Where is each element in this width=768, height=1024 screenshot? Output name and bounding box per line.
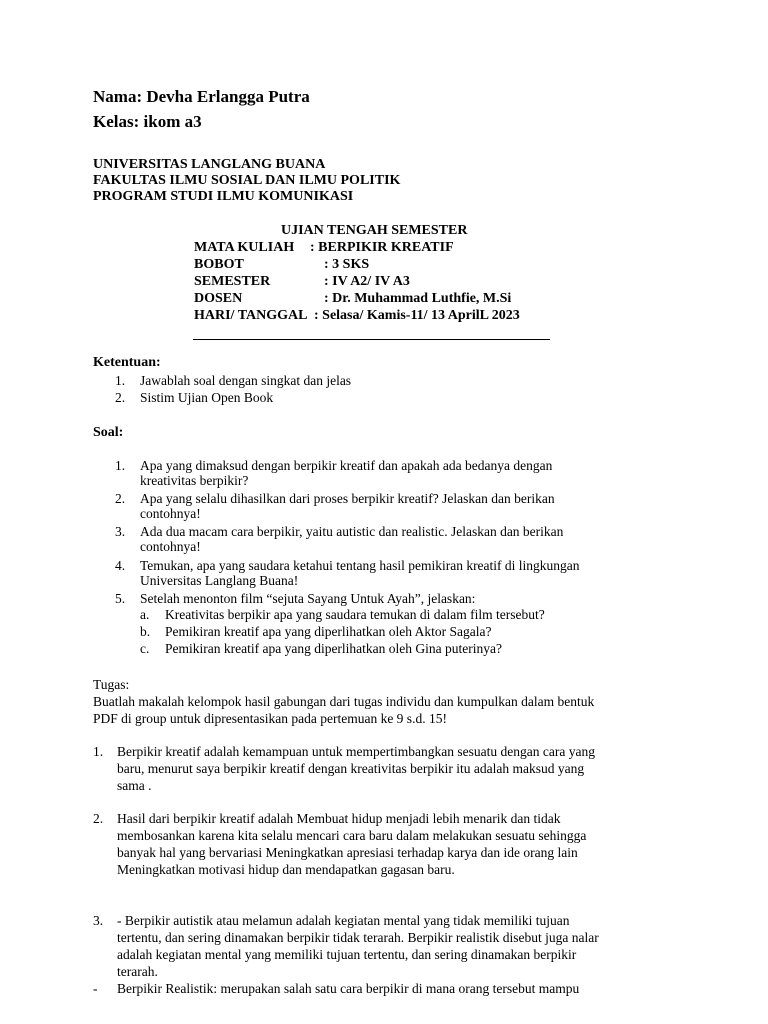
answer-text: Meningkatkan motivasi hidup dan mendapatkan gagasan baru. bbox=[117, 862, 455, 877]
question-text: Apa yang selalu dihasilkan dari proses berpikir kreatif? Jelaskan dan berikan bbox=[140, 491, 555, 506]
program-name: PROGRAM STUDI ILMU KOMUNIKASI bbox=[93, 189, 354, 204]
exam-row-label: HARI/ TANGGAL bbox=[194, 308, 308, 323]
exam-row-value: : BERPIKIR KREATIF bbox=[310, 240, 454, 255]
list-number: 1. bbox=[115, 373, 126, 388]
faculty-name: FAKULTAS ILMU SOSIAL DAN ILMU POLITIK bbox=[93, 173, 401, 188]
question-text: Universitas Langlang Buana! bbox=[140, 573, 299, 588]
list-number: 4. bbox=[115, 558, 126, 573]
exam-row-label: MATA KULIAH bbox=[194, 240, 295, 255]
questions-heading: Soal: bbox=[93, 425, 124, 440]
answer-text: - Berpikir autistik atau melamun adalah kegiatan mental yang tidak memiliki tujuan bbox=[117, 913, 570, 928]
answer-number: 2. bbox=[93, 811, 104, 826]
list-letter: c. bbox=[140, 641, 150, 656]
answer-number: 1. bbox=[93, 744, 104, 759]
list-text: Jawablah soal dengan singkat dan jelas bbox=[140, 373, 352, 388]
rules-heading: Ketentuan: bbox=[93, 355, 161, 370]
list-number: 5. bbox=[115, 591, 126, 606]
exam-row-value: : Selasa/ Kamis-11/ 13 AprilL 2023 bbox=[314, 308, 520, 323]
sub-question-text: Pemikiran kreatif apa yang diperlihatkan oleh Aktor Sagala? bbox=[165, 624, 492, 639]
list-letter: a. bbox=[140, 607, 150, 622]
answer-text: baru, menurut saya berpikir kreatif dengan kreativitas berpikir itu adalah maksud yang bbox=[117, 761, 585, 776]
question-text: contohnya! bbox=[140, 539, 201, 554]
exam-row-value: : Dr. Muhammad Luthfie, M.Si bbox=[324, 291, 512, 306]
question-text: Temukan, apa yang saudara ketahui tentang hasil pemikiran kreatif di lingkungan bbox=[140, 558, 580, 573]
list-letter: b. bbox=[140, 624, 151, 639]
answer-bullet: - bbox=[93, 981, 98, 996]
answer-text: Hasil dari berpikir kreatif adalah Membuat hidup menjadi lebih menarik dan tidak bbox=[117, 811, 561, 826]
list-number: 2. bbox=[115, 390, 126, 405]
sub-question-text: Kreativitas berpikir apa yang saudara temukan di dalam film tersebut? bbox=[165, 607, 545, 622]
answer-text: adalah kegiatan mental yang memiliki tujuan tertentu, dan sering dinamakan berpikir bbox=[117, 947, 577, 962]
question-text: kreativitas berpikir? bbox=[140, 473, 249, 488]
exam-row-value: : IV A2/ IV A3 bbox=[324, 274, 410, 289]
task-text: Buatlah makalah kelompok hasil gabungan dari tugas individu dan kumpulkan dalam bentuk bbox=[93, 694, 595, 709]
answer-text: sama . bbox=[117, 778, 152, 793]
exam-row-label: BOBOT bbox=[194, 257, 244, 272]
answer-text: banyak hal yang bervariasi Meningkatkan apresiasi terhadap karya dan ide orang lain bbox=[117, 845, 578, 860]
question-text: Setelah menonton film “sejuta Sayang Untuk Ayah”, jelaskan: bbox=[140, 591, 476, 606]
header-divider bbox=[193, 339, 550, 340]
university-name: UNIVERSITAS LANGLANG BUANA bbox=[93, 157, 326, 172]
list-number: 3. bbox=[115, 524, 126, 539]
task-heading: Tugas: bbox=[93, 677, 130, 692]
answer-number: 3. bbox=[93, 913, 104, 928]
answer-text: terarah. bbox=[117, 964, 158, 979]
sub-question-text: Pemikiran kreatif apa yang diperlihatkan oleh Gina puterinya? bbox=[165, 641, 502, 656]
question-text: Ada dua macam cara berpikir, yaitu autistic dan realistic. Jelaskan dan berikan bbox=[140, 524, 564, 539]
task-text: PDF di group untuk dipresentasikan pada pertemuan ke 9 s.d. 15! bbox=[93, 711, 447, 726]
question-text: Apa yang dimaksud dengan berpikir kreatif dan apakah ada bedanya dengan bbox=[140, 458, 553, 473]
student-class: Kelas: ikom a3 bbox=[93, 112, 202, 131]
list-text: Sistim Ujian Open Book bbox=[140, 390, 274, 405]
exam-title: UJIAN TENGAH SEMESTER bbox=[281, 223, 468, 238]
list-number: 1. bbox=[115, 458, 126, 473]
answer-text: tertentu, dan sering dinamakan berpikir tidak terarah. Berpikir realistik disebut juga nalar bbox=[117, 930, 599, 945]
exam-row-value: : 3 SKS bbox=[324, 257, 370, 272]
question-text: contohnya! bbox=[140, 506, 201, 521]
exam-row-label: DOSEN bbox=[194, 291, 243, 306]
answer-text: membosankan karena kita selalu mencari cara baru dalam melakukan sesuatu sehingga bbox=[117, 828, 587, 843]
exam-row-label: SEMESTER bbox=[194, 274, 271, 289]
answer-text: Berpikir Realistik: merupakan salah satu cara berpikir di mana orang tersebut mampu bbox=[117, 981, 580, 996]
list-number: 2. bbox=[115, 491, 126, 506]
answer-text: Berpikir kreatif adalah kemampuan untuk mempertimbangkan sesuatu dengan cara yang bbox=[117, 744, 595, 759]
student-name: Nama: Devha Erlangga Putra bbox=[93, 87, 310, 106]
